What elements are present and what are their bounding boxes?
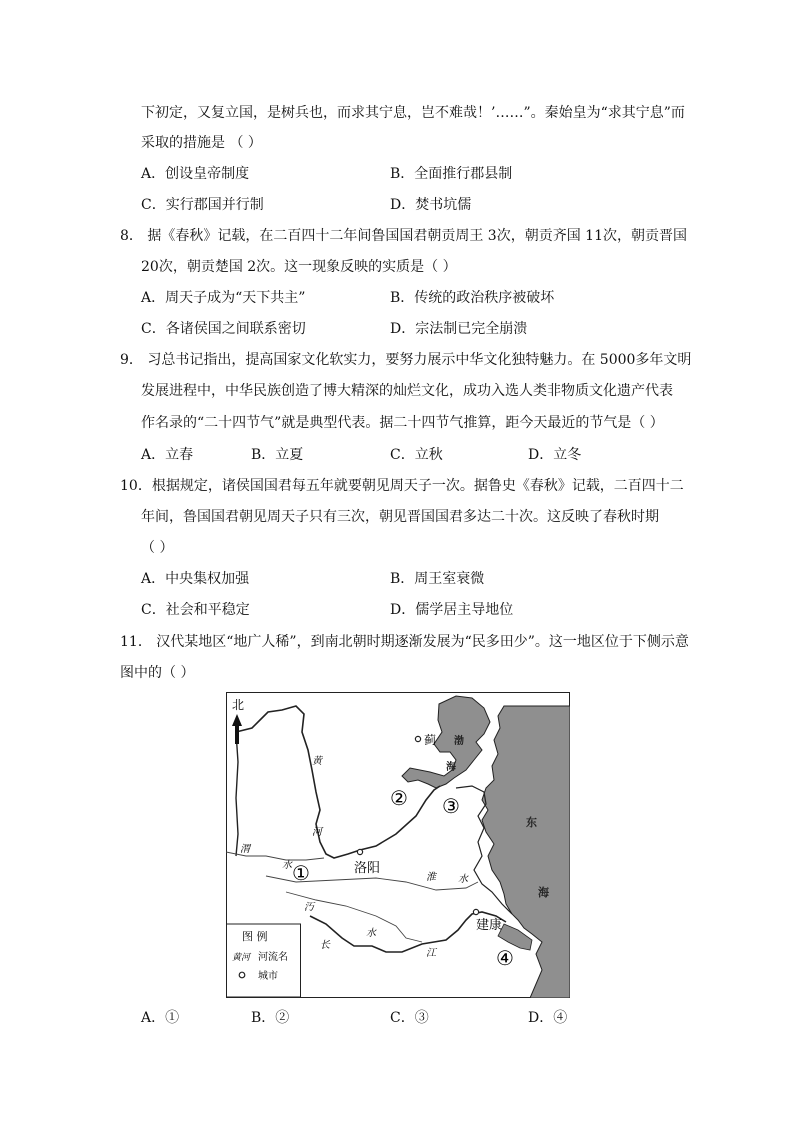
q11-line2: 图中的（ ） — [120, 665, 195, 681]
q7-option-b[interactable]: B．全面推行郡县制 — [390, 166, 513, 182]
river-bian-label: 汅 — [304, 902, 314, 913]
city-ji-label: 蓟 — [424, 733, 437, 747]
legend-title: 图 例 — [242, 930, 268, 943]
q9-option-b[interactable]: B．立夏 — [251, 447, 304, 463]
q10-option-c[interactable]: C．社会和平稳定 — [141, 602, 250, 618]
q10-option-b[interactable]: B．周王室衰微 — [390, 571, 485, 587]
river-chang-label: 长 — [320, 940, 330, 951]
q8-option-d[interactable]: D．宗法制已完全崩溃 — [390, 321, 528, 337]
city-luoyang-icon — [357, 849, 362, 854]
q11-option-c[interactable]: C．③ — [390, 1010, 429, 1026]
q7-option-a[interactable]: A．创设皇帝制度 — [141, 166, 250, 182]
region-2-marker: ② — [390, 786, 408, 810]
q8-option-c[interactable]: C．各诸侯国之间联系密切 — [141, 321, 306, 337]
river-he-label: 河 — [312, 827, 322, 838]
q8-line1: 8． 据《春秋》记载，在二百四十二年间鲁国国君朝贡周王 3次，朝贡齐国 11次，朝贡晋国 — [120, 228, 687, 244]
q9-option-c[interactable]: C．立秋 — [390, 447, 443, 463]
river-bian-shui-label: 水 — [366, 928, 376, 939]
legend-city-label: 城市 — [258, 971, 278, 982]
q9-option-a[interactable]: A．立春 — [141, 447, 194, 463]
city-luoyang-label: 洛阳 — [354, 861, 381, 876]
region-3-marker: ③ — [442, 794, 460, 818]
river-huai-shui-label: 水 — [458, 874, 468, 885]
sea-bo-label: 渤 — [454, 736, 464, 747]
region-4-marker: ④ — [496, 946, 514, 970]
river-wei-label: 渭 — [240, 844, 250, 855]
q7-option-d[interactable]: D．焚书坑儒 — [390, 197, 472, 213]
map-figure — [226, 692, 570, 998]
q8-option-b[interactable]: B．传统的政治秩序被破坏 — [390, 290, 555, 306]
river-wei-shui-label: 水 — [282, 860, 292, 871]
q8-line2: 20次，朝贡楚国 2次。这一现象反映的实质是（ ） — [141, 259, 457, 275]
city-ji-icon — [415, 736, 420, 741]
river-jiang-label: 江 — [426, 948, 436, 959]
q10-line3: （ ） — [141, 540, 174, 556]
legend-river-label: 河流名 — [258, 952, 288, 963]
legend-city-icon — [239, 972, 245, 978]
region-1-marker: ① — [292, 861, 310, 885]
sea-hai2-label: 海 — [538, 886, 549, 899]
river-huang-label: 黄 — [312, 756, 322, 767]
q7-line2: 采取的措施是 （ ） — [141, 135, 262, 151]
q10-option-d[interactable]: D．儒学居主导地位 — [390, 602, 514, 618]
q10-line2: 年间，鲁国国君朝见周天子只有三次，朝见晋国国君多达二十次。这反映了春秋时期 — [141, 509, 659, 525]
q9-line2: 发展进程中，中华民族创造了博大精深的灿烂文化，成功入选人类非物质文化遗产代表 — [141, 383, 673, 399]
q9-option-d[interactable]: D．立冬 — [528, 447, 582, 463]
q11-line1: 11． 汉代某地区“地广人稀”，到南北朝时期逐渐发展为“民多田少”。这一地区位于下侧示意 — [120, 634, 689, 650]
sea-dong-label: 东 — [526, 816, 537, 829]
city-jiankang-icon — [473, 909, 478, 914]
q7-line1: 下初定，又复立国，是树兵也，而求其宁息，岂不难哉！’……”。秦始皇为“求其宁息”而 — [141, 105, 685, 121]
north-label: 北 — [232, 698, 245, 712]
legend-river-sample: 黄河 — [232, 953, 251, 963]
river-huai-label: 淮 — [426, 872, 436, 883]
q11-option-a[interactable]: A．① — [141, 1010, 180, 1026]
city-jiankang-label: 建康 — [476, 918, 503, 933]
q11-option-d[interactable]: D．④ — [528, 1010, 568, 1026]
sea-hai1-label: 海 — [446, 762, 456, 773]
q9-line3: 作名录的“二十四节气”就是典型代表。据二十四节气推算，距今天最近的节气是（ ） — [141, 415, 664, 431]
q10-line1: 10．根据规定，诸侯国国君每五年就要朝见周天子一次。据鲁史《春秋》记载，二百四十二 — [120, 478, 684, 494]
q9-line1: 9． 习总书记指出，提高国家文化软实力，要努力展示中华文化独特魅力。在 5000多年文明 — [120, 352, 692, 368]
q11-option-b[interactable]: B．② — [251, 1010, 290, 1026]
q7-option-c[interactable]: C．实行郡国并行制 — [141, 197, 264, 213]
q10-option-a[interactable]: A．中央集权加强 — [141, 571, 250, 587]
q8-option-a[interactable]: A．周天子成为“天下共主” — [141, 290, 306, 306]
